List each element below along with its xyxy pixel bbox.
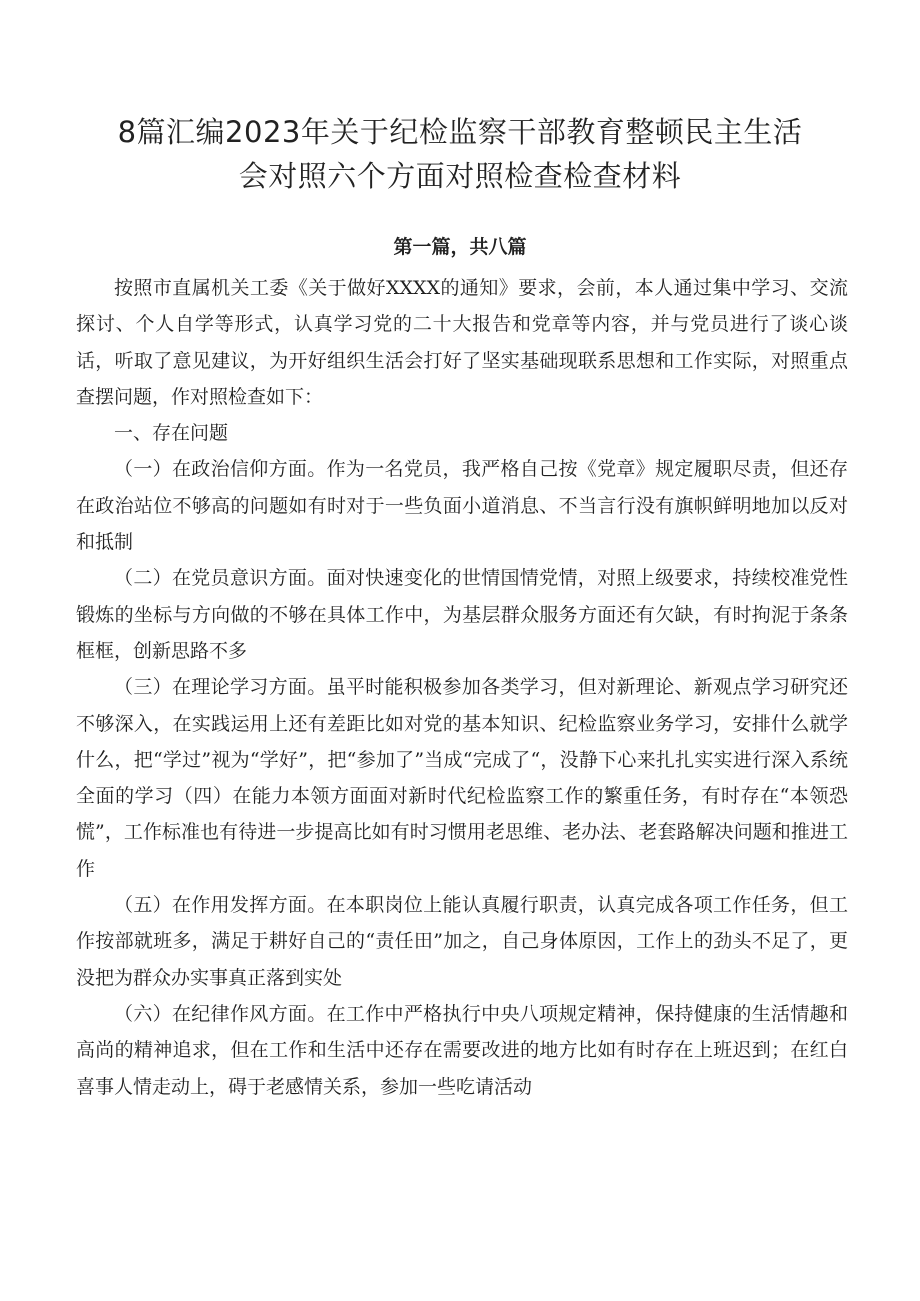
- title-line-2: 会对照六个方面对照检查检查材料: [238, 159, 682, 193]
- document-title: [60, 110, 860, 198]
- paragraph-theory-study: （三）在理论学习方面。虽平时能积极参加各类学习，但对新理论、新观点学习研究还不够深入，在实践运用上还有差距比如对党的基本知识、纪检监察业务学习，安排什么就学什么，把“学过”视为“学好”，把“参加了”当成“完成了“，没静下心来扎扎实实进行深入系统全面的学习（四）在能力本领方面面对新时代纪检监察工作的繁重任务，有时存在“本领恐慌”，工作标准也有待进一步提高比如有时习惯用老思维、老办法、老套路解决问题和推进工作: [76, 676, 848, 880]
- paragraph-intro: 按照市直属机关工委《关于做好XXXX的通知》要求，会前，本人通过集中学习、交流探讨、个人自学等形式，认真学习党的二十大报告和党章等内容，并与党员进行了谈心谈话，听取了意见建议，为开好组织生活会打好了坚实基础现联系思想和工作实际，对照重点查摆问题，作对照检查如下：: [76, 277, 848, 408]
- paragraph-political-belief: （一）在政治信仰方面。作为一名党员，我严格自己按《党章》规定履职尽责，但还存在政治站位不够高的问题如有时对于一些负面小道消息、不当言行没有旗帜鲜明地加以反对和抵制: [76, 458, 848, 554]
- paragraph-party-awareness: （二）在党员意识方面。面对快速变化的世情国情党情，对照上级要求，持续校准党性锻炼的坐标与方向做的不够在具体工作中，为基层群众服务方面还有欠缺，有时拘泥于条条框框，创新思路不多: [76, 567, 848, 662]
- title-line-1: 8篇汇编2023年关于纪检监察干部教育整顿民主生活: [117, 115, 803, 149]
- document-body: [76, 270, 848, 1105]
- section-heading-problems: 一、存在问题: [114, 422, 229, 445]
- paragraph-discipline-style: （六）在纪律作风方面。在工作中严格执行中央八项规定精神，保持健康的生活情趣和高尚的精神追求，但在工作和生活中还存在需要改进的地方比如有时存在上班迟到；在红白喜事人情走动上，碍于老感情关系，参加一些吃请活动: [76, 1002, 848, 1098]
- paragraph-role-playing: （五）在作用发挥方面。在本职岗位上能认真履行职责，认真完成各项工作任务，但工作按部就班多，满足于耕好自己的“责任田”加之，自己身体原因，工作上的劲头不足了，更没把为群众办实事真正落到实处: [76, 894, 848, 989]
- document-subtitle: 第一篇，共八篇: [393, 236, 527, 258]
